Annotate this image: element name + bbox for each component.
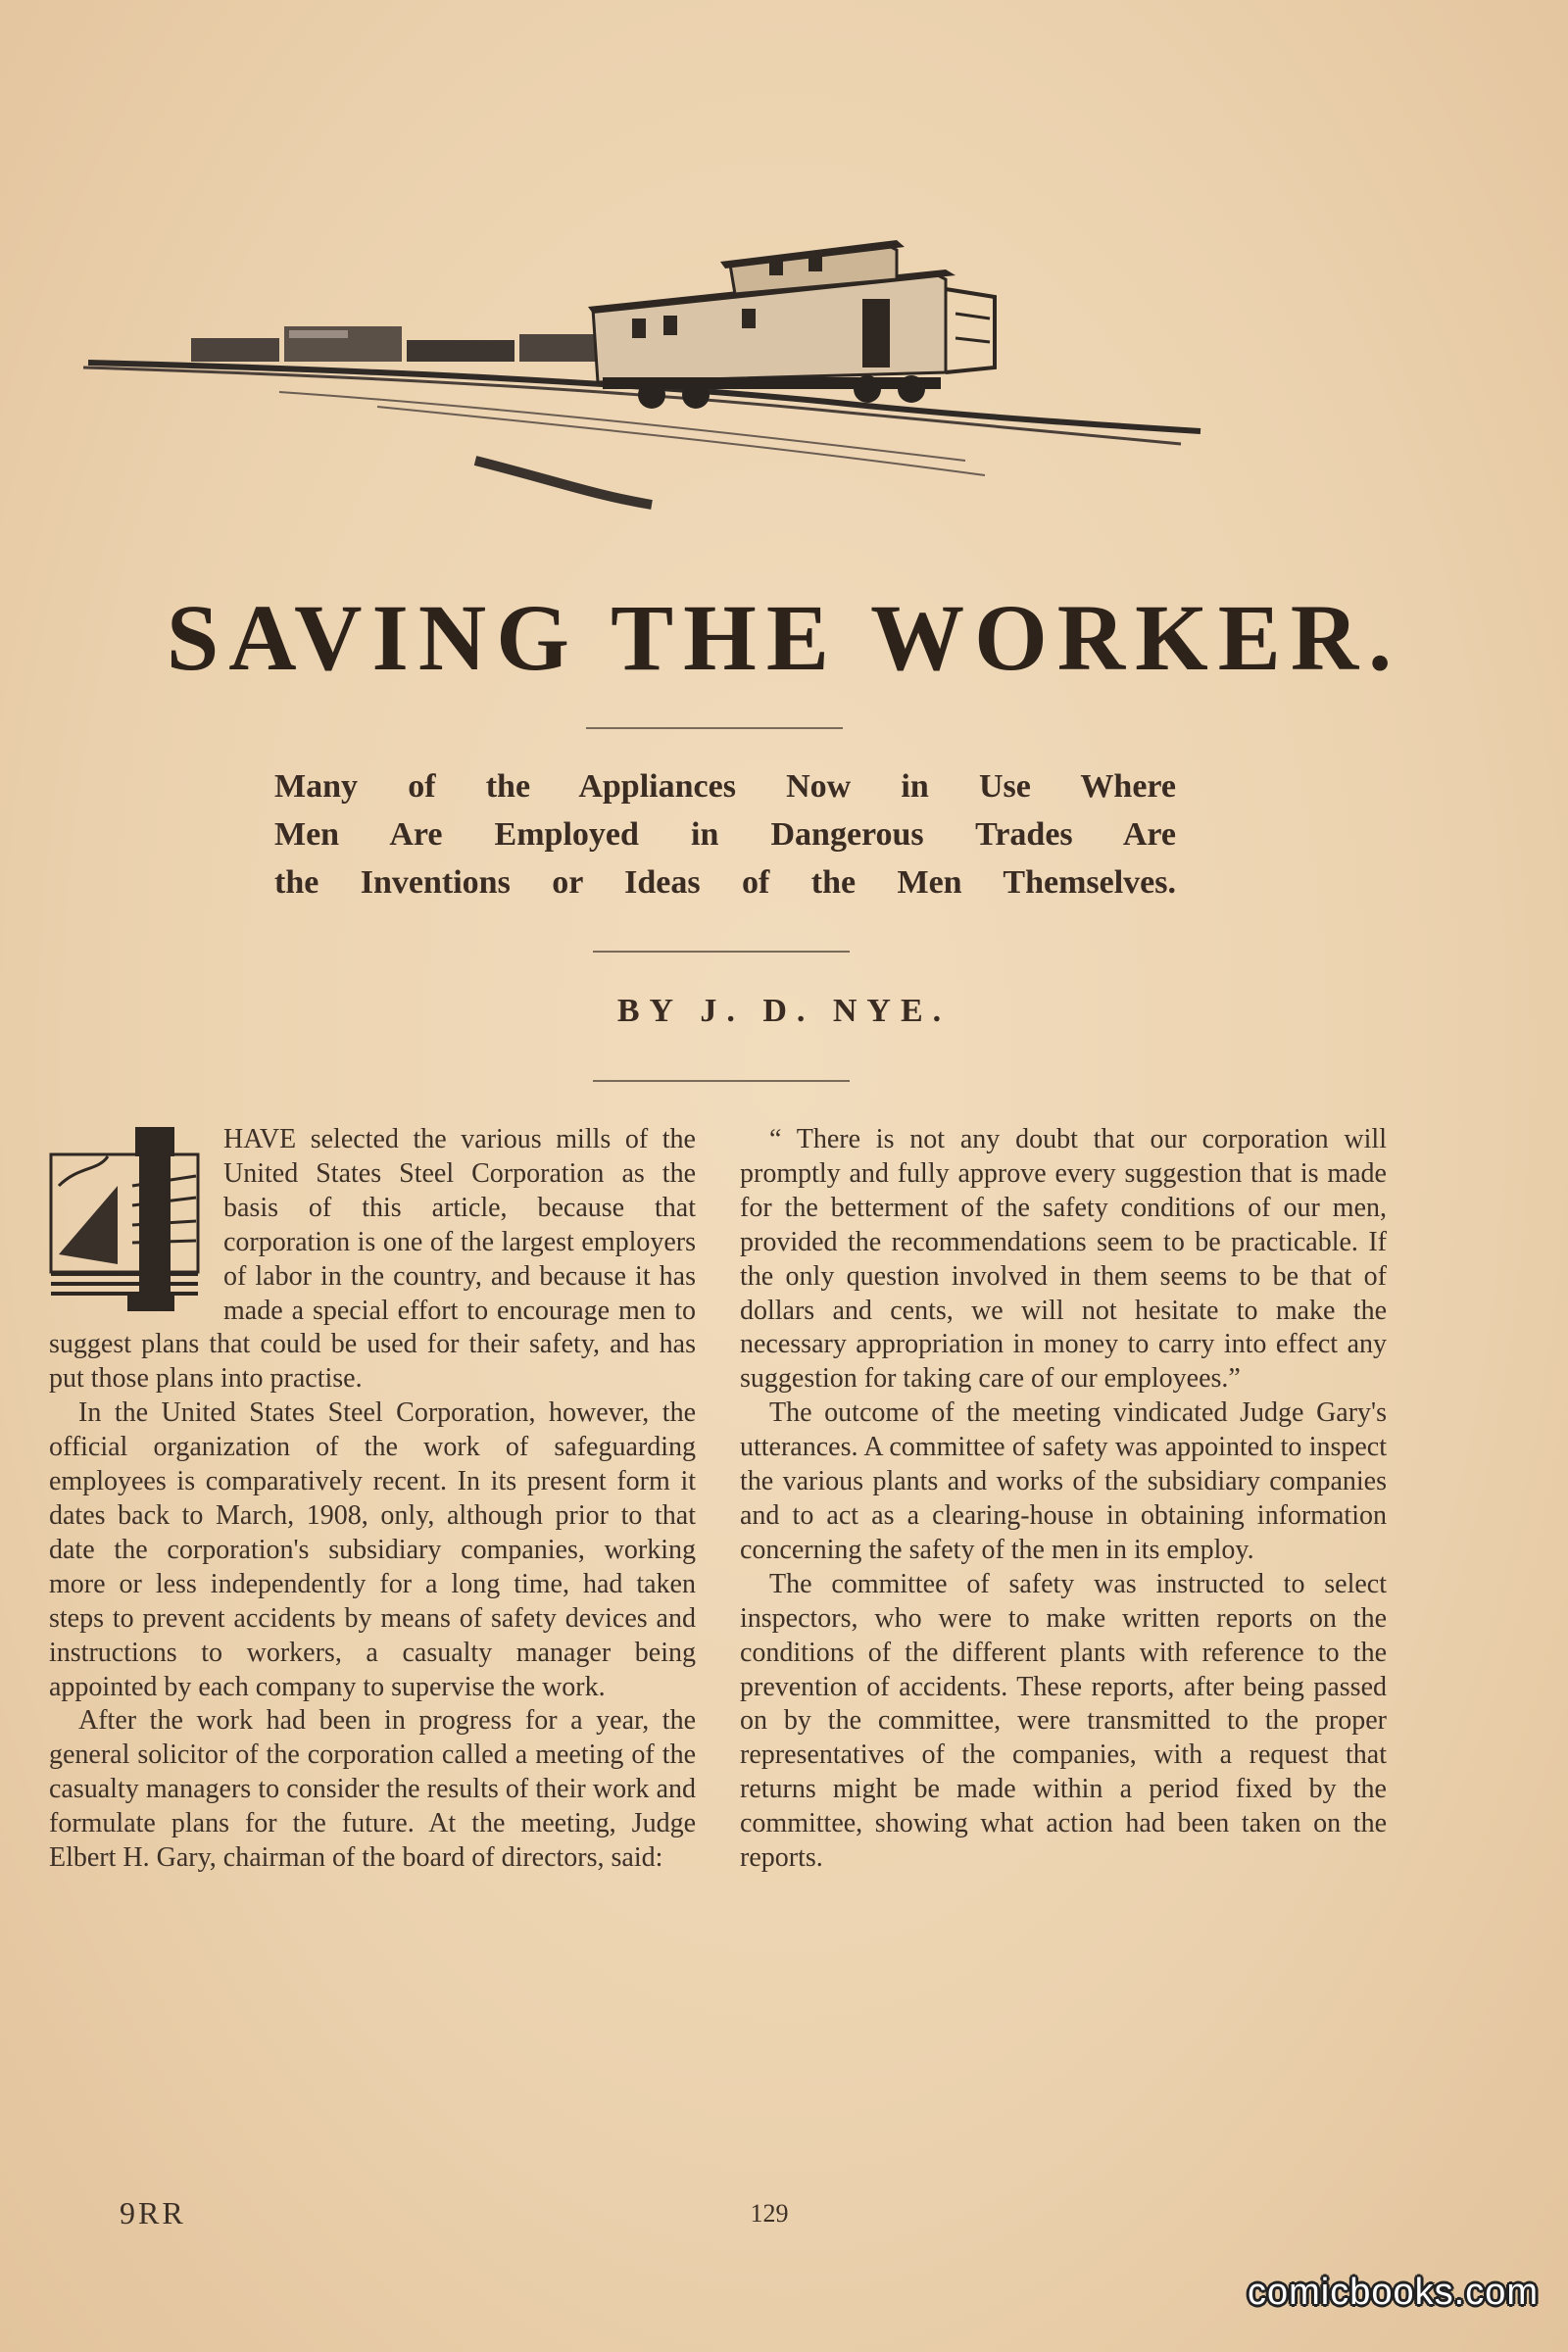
article-subtitle xyxy=(274,762,1176,906)
article-title: SAVING THE WORKER. xyxy=(166,585,1402,690)
page-number: 129 xyxy=(750,2199,789,2228)
drop-cap-letter: I xyxy=(155,1166,156,1167)
byline: BY J. D. NYE. xyxy=(616,993,952,1029)
right-column xyxy=(740,1123,1387,1876)
paragraph: The committee of safety was instructed to select inspectors, who were to make written reports on the conditions of the different plants with reference to the prevention of accidents. These reports, after being passed on by the committee, were transmitted to the proper representatives of the companies, with a request that returns might be made within a period fixed by the committee, showing what action had been taken on the reports. xyxy=(740,1568,1387,1874)
paragraph: HAVE selected the various mills of the United States Steel Corporation as the basis of this article, because that corporation is one of the largest employers of labor in the country, and because it has made a special effort to encourage men to suggest plans that could be used for their safety, and has put those plans into practise. xyxy=(49,1124,696,1395)
subtitle-line: Men Are Employed in Dangerous Trades Are xyxy=(274,816,1176,853)
paragraph: The outcome of the meeting vindicated Judge Gary's utterances. A committee of safety was appointed to inspect the various plants and works of the subsidiary companies and to act as a clearing-house in obtaining information concerning the safety of the men in its employ. xyxy=(740,1397,1387,1565)
paragraph: In the United States Steel Corporation, however, the official organization of the work of safeguarding employees is comparatively recent. In its present form it dates back to March, 1908, only, although prior to that date the corporation's subsidiary companies, working more or less independently for a long time, had taken steps to prevent accidents by means of safety devices and instructions to workers, a casualty manager being appointed by each company to supervise the work. xyxy=(49,1397,696,1702)
subtitle-line: the Inventions or Ideas of the Men Themselves. xyxy=(274,864,1176,901)
title-divider xyxy=(586,727,843,729)
signature-mark: 9RR xyxy=(120,2195,186,2230)
site-watermark: comicbooks.com xyxy=(1248,2272,1539,2313)
paragraph: After the work had been in progress for a year, the general solicitor of the corporation called a meeting of the casualty managers to consider the results of their work and formulate plans for the future. At the meeting, Judge Elbert H. Gary, chairman of the board of directors, said: xyxy=(49,1705,696,1874)
subtitle-divider xyxy=(593,951,850,953)
industrial-scene-drop-cap xyxy=(49,1127,206,1328)
byline-divider xyxy=(593,1080,850,1082)
paragraph: “ There is not any doubt that our corporation will promptly and fully approve every suggestion that is made for the betterment of the safety conditions of our men, provided the recommendations seem to be practicable. If the only question involved in them seems to be that of dollars and cents, we will not hesitate to make the necessary appropriation in money to carry into effect any suggestion for taking care of our employees.” xyxy=(740,1124,1387,1395)
subtitle-line: Many of the Appliances Now in Use Where xyxy=(274,768,1176,805)
left-column xyxy=(49,1123,696,1876)
train-caboose-illustration xyxy=(83,220,1220,514)
